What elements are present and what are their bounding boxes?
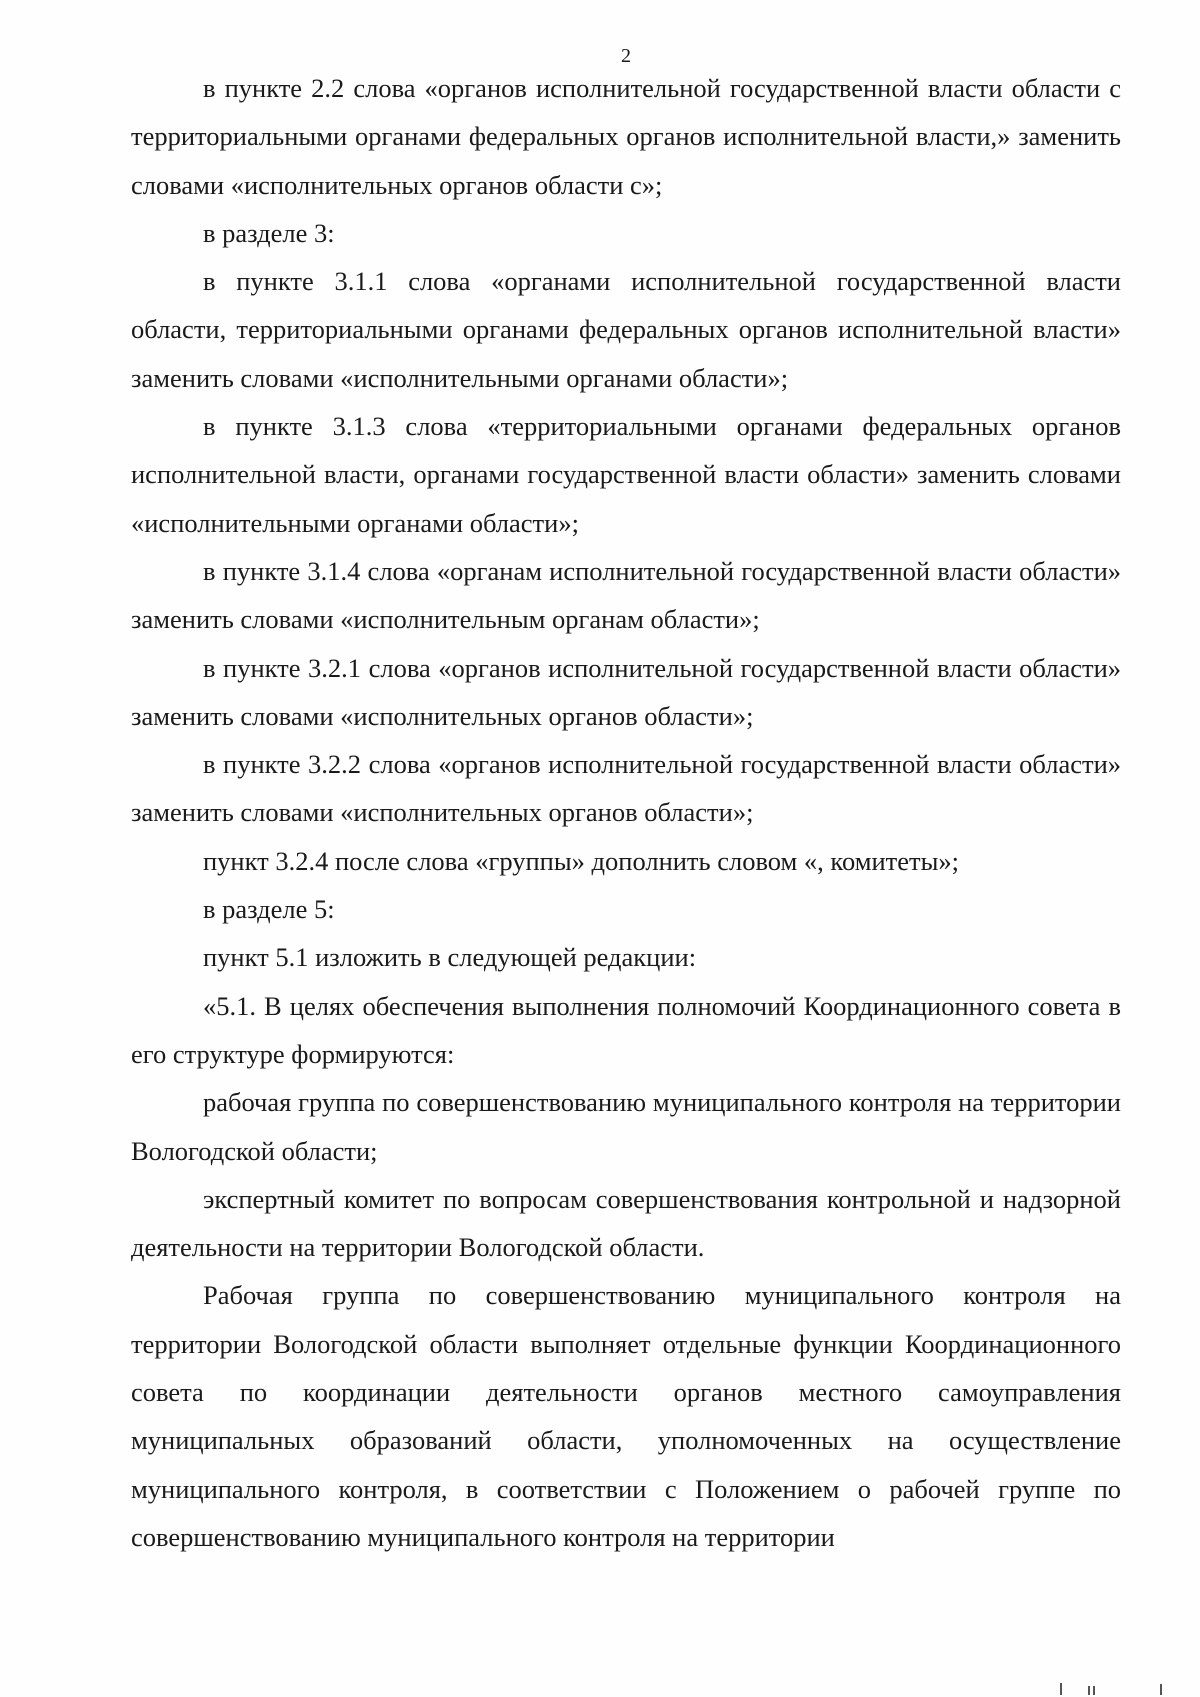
paragraph: в пункте 2.2 слова «органов исполнительной государственной власти области с территориальными органами федеральных органов исполнительной власти,» заменить словами «исполнительных органов области с»; [131, 73, 1121, 200]
scan-artifact [1093, 1686, 1095, 1695]
paragraph: пункт 3.2.4 после слова «группы» дополнить словом «, комитеты»; [203, 845, 960, 876]
scan-artifact [1160, 1684, 1162, 1695]
page-number: 2 [621, 45, 631, 67]
paragraph: рабочая группа по совершенствованию муниципального контроля на территории Вологодской области; [131, 1087, 1121, 1166]
paragraph: в пункте 3.1.3 слова «территориальными органами федеральных органов исполнительной власти, органами государственной власти области» заменить словами «исполнительными органами области»; [131, 411, 1121, 538]
document-body [131, 64, 1121, 1561]
paragraph: в пункте 3.1.1 слова «органами исполнительной государственной власти области, территориальными органами федеральных органов исполнительной власти» заменить словами «исполнительными органами области»; [131, 266, 1121, 393]
paragraph: экспертный комитет по вопросам совершенствования контрольной и надзорной деятельности на территории Вологодской области. [131, 1183, 1121, 1263]
paragraph: Рабочая группа по совершенствованию муниципального контроля на территории Вологодской области выполняет отдельные функции Координационного совета по координации деятельности органов местного самоуправления муниципальных образований области, уполномоченных на осуществление муниципального контроля, в соответствии с Положением о рабочей группе по совершенствованию муниципального контроля на территории [131, 1280, 1121, 1552]
paragraph: в разделе 3: [203, 217, 335, 248]
scan-artifact [1088, 1686, 1090, 1695]
paragraph: в разделе 5: [203, 894, 335, 925]
paragraph: в пункте 3.1.4 слова «органам исполнительной государственной власти области» заменить словами «исполнительным органам области»; [131, 555, 1121, 635]
paragraph: пункт 5.1 изложить в следующей редакции: [203, 942, 697, 973]
paragraph: «5.1. В целях обеспечения выполнения полномочий Координационного совета в его структуре формируются: [131, 990, 1121, 1069]
paragraph: в пункте 3.2.1 слова «органов исполнительной государственной власти области» заменить словами «исполнительных органов области»; [131, 652, 1121, 731]
scan-artifact [1060, 1683, 1062, 1695]
paragraph: в пункте 3.2.2 слова «органов исполнительной государственной власти области» заменить словами «исполнительных органов области»; [131, 749, 1121, 828]
